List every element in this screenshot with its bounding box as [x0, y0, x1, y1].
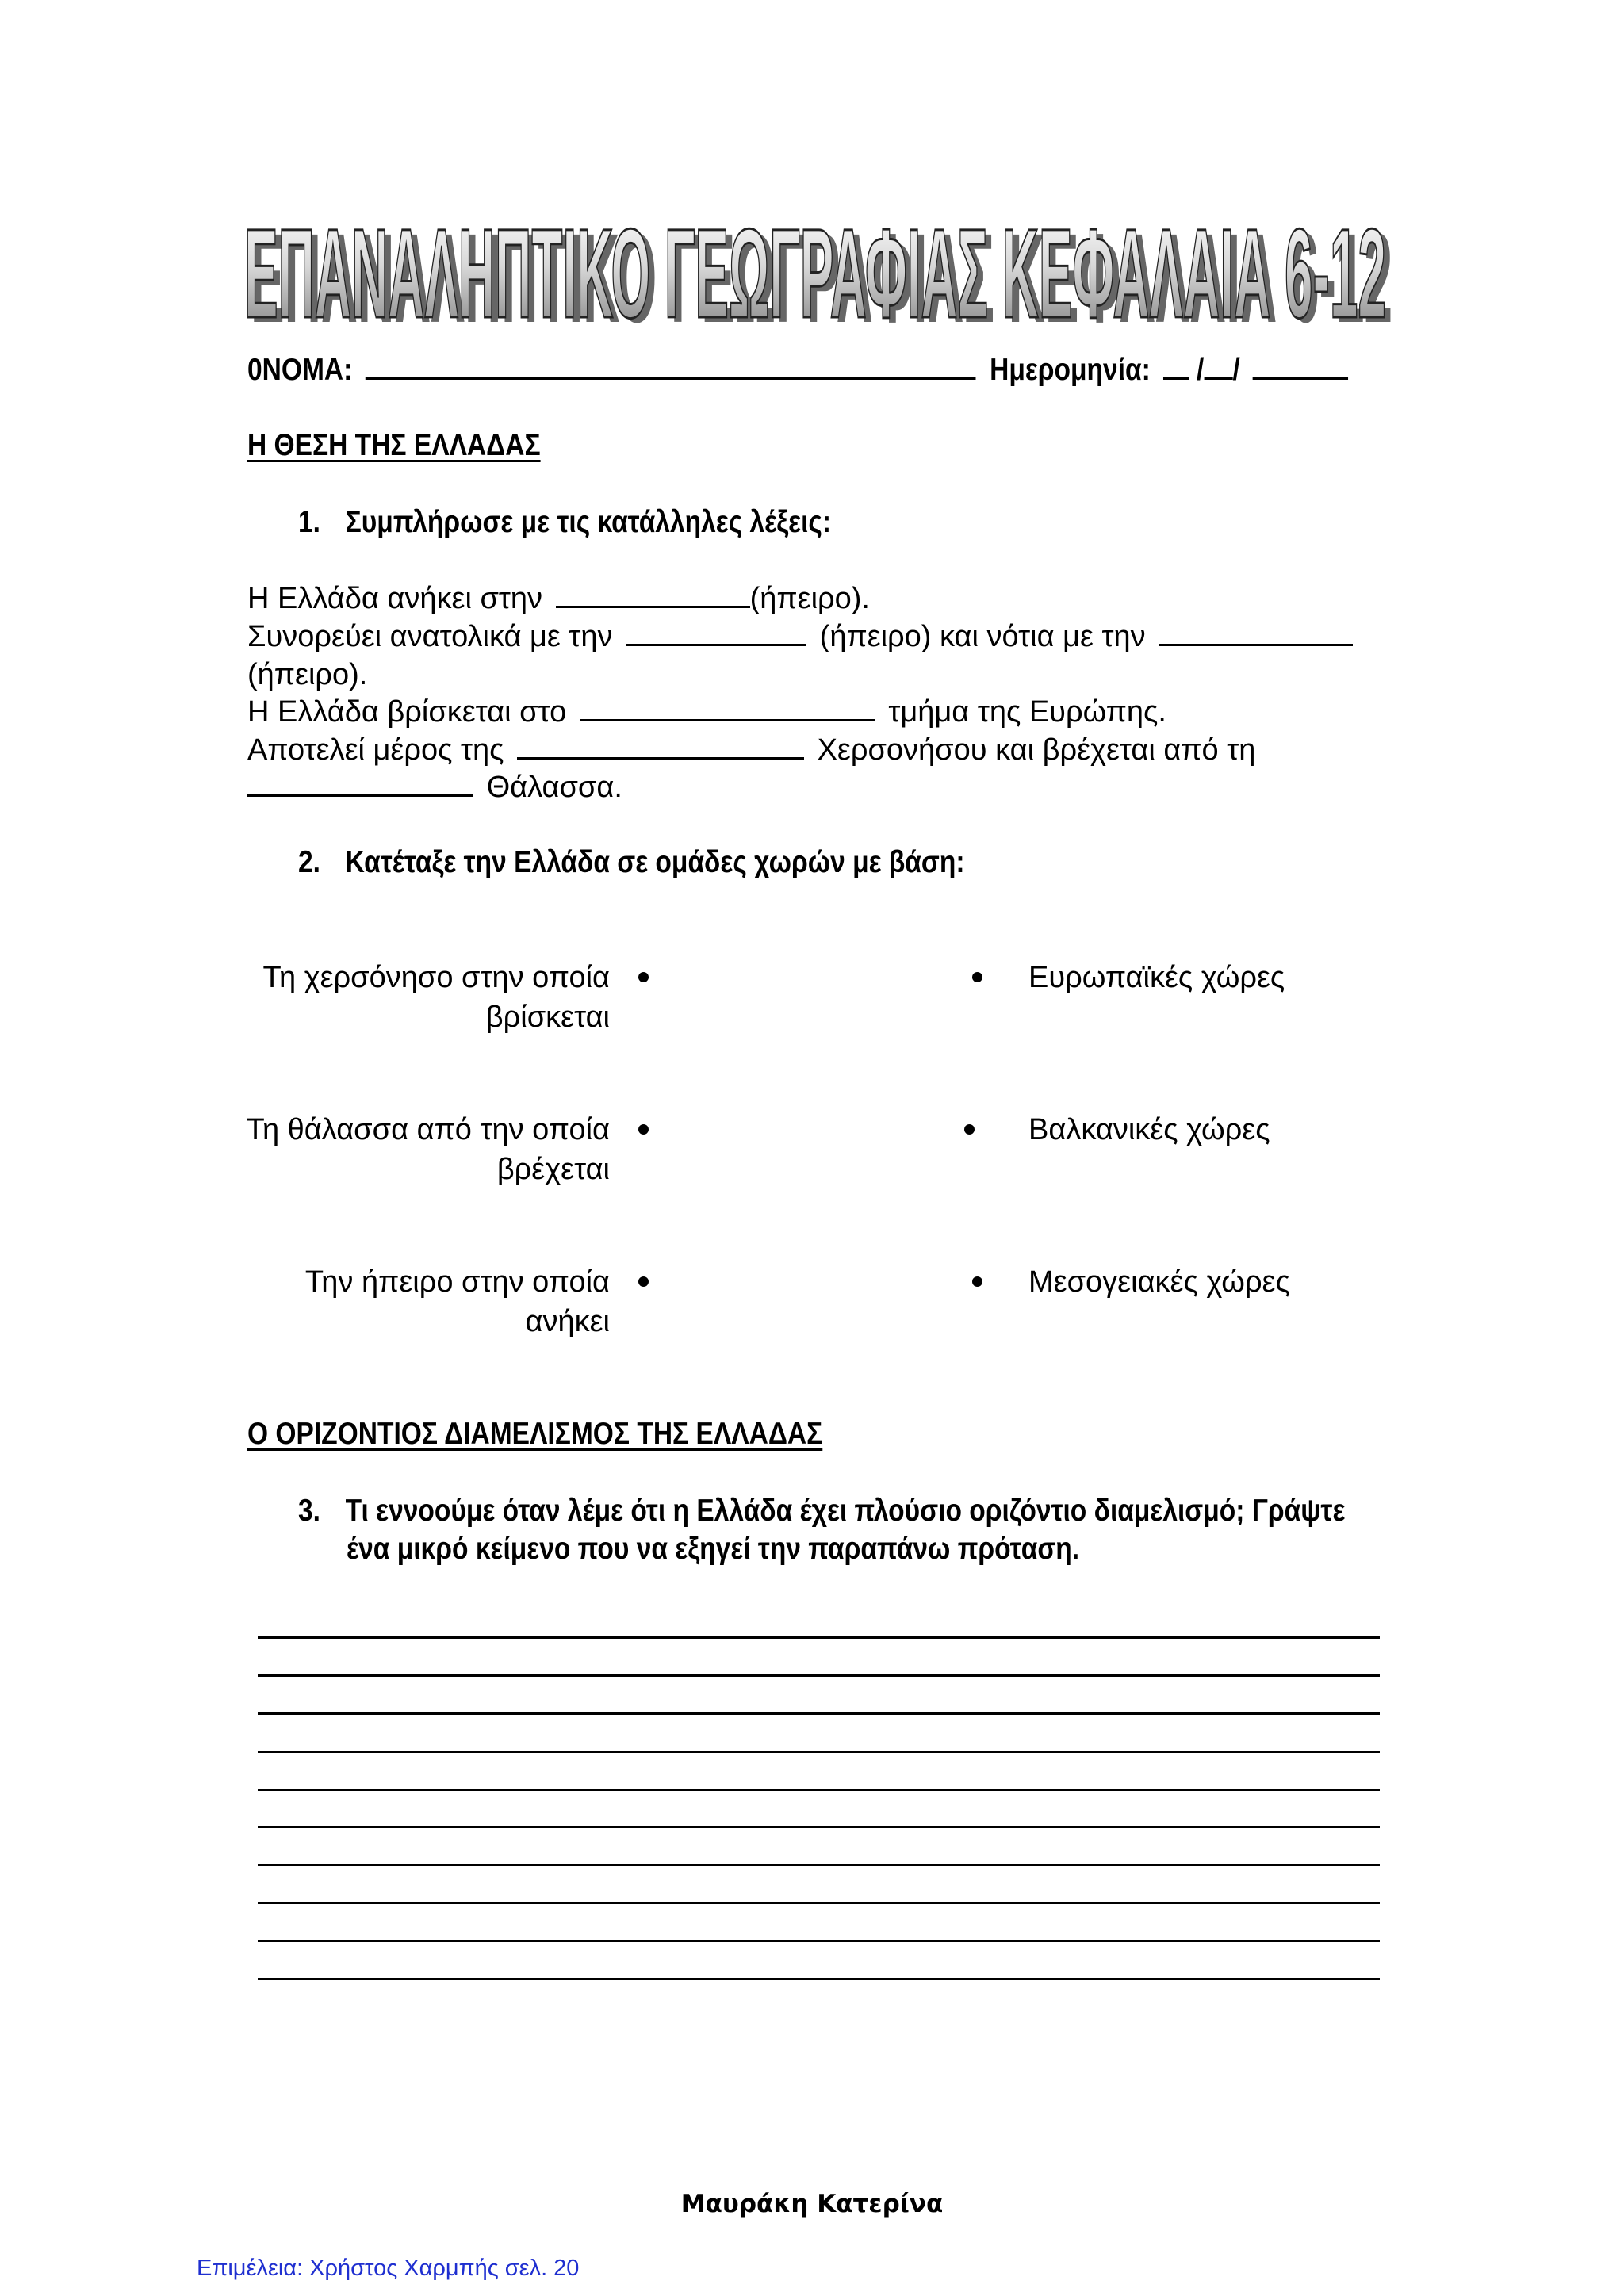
section-heading-coastline: Ο ΟΡΙΖΟΝΤΙΟΣ ΔΙΑΜΕΛΙΣΜΟΣ ΤΗΣ ΕΛΛΑΔΑΣ	[247, 1417, 823, 1451]
worksheet-title	[238, 190, 1396, 329]
date-separator: /	[1232, 353, 1240, 387]
name-date-row	[247, 351, 1348, 389]
fill-line-5: Αποτελεί μέρος της Χερσονήσου και βρέχεται από τη	[247, 733, 1256, 767]
match-left-item: Τη χερσόνησο στην οποία βρίσκεται	[262, 961, 610, 1034]
answer-line[interactable]	[258, 1826, 1380, 1828]
match-right-bullet[interactable]	[972, 1276, 982, 1287]
answer-line[interactable]	[258, 1751, 1380, 1753]
question-text: Κατέταξε την Ελλάδα σε ομάδες χωρών με βάση:	[345, 845, 965, 879]
blank-continent-south[interactable]	[1159, 620, 1353, 646]
section-heading-position: Η ΘΕΣΗ ΤΗΣ ΕΛΛΑΔΑΣ	[247, 428, 541, 462]
match-right-item: Βαλκανικές χώρες	[1028, 1113, 1270, 1146]
question-number: 2.	[298, 845, 320, 879]
title-text: ΕΠΑΝΑΛΗΠΤΙΚΟ ΓΕΩΓΡΑΦΙΑΣ ΚΕΦΑΛΑΙΑ 6-12	[244, 202, 1386, 329]
match-left-bullet[interactable]	[638, 1124, 649, 1135]
fill-line-1: Η Ελλάδα ανήκει στην (ήπειρο).	[247, 582, 870, 615]
match-right-item: Μεσογειακές χώρες	[1028, 1265, 1290, 1299]
date-year-field[interactable]	[1253, 354, 1348, 380]
date-label: Ημερομηνία:	[990, 353, 1151, 387]
title-wordart	[238, 190, 1396, 329]
blank-sea[interactable]	[247, 771, 473, 797]
question-3-continued: ένα μικρό κείμενο που να εξηγεί την παραπάνω πρόταση.	[347, 1532, 1080, 1566]
match-left-item: Την ήπειρο στην οποία ανήκει	[304, 1265, 610, 1338]
match-right-item: Ευρωπαϊκές χώρες	[1028, 961, 1285, 994]
date-month-field[interactable]	[1204, 354, 1232, 380]
footer-author: Μαυράκη Κατερίνα	[680, 2190, 944, 2218]
question-text: Τι εννοούμε όταν λέμε ότι η Ελλάδα έχει πλούσιο οριζόντιο διαμελισμό; Γράψτε	[345, 1494, 1346, 1528]
title-shadow: ΕΠΑΝΑΛΗΠΤΙΚΟ ΓΕΩΓΡΑΦΙΑΣ ΚΕΦΑΛΑΙΑ 6-12	[251, 207, 1392, 329]
answer-line[interactable]	[258, 1674, 1380, 1677]
fill-line-2: Συνορεύει ανατολικά με την (ήπειρο) και νότια με την	[247, 618, 1353, 656]
answer-line[interactable]	[258, 1978, 1380, 1980]
footer-credit: Επιμέλεια: Χρήστος Χαρμπής σελ. 20	[197, 2256, 580, 2281]
fill-line-3: (ήπειρο).	[247, 658, 368, 691]
question-text: Συμπλήρωσε με τις κατάλληλες λέξεις:	[345, 505, 832, 539]
blank-continent-1[interactable]	[556, 582, 750, 608]
match-left-item: Τη θάλασσα από την οποία βρέχεται	[246, 1113, 610, 1186]
match-left-bullet[interactable]	[638, 972, 649, 982]
answer-line[interactable]	[258, 1789, 1380, 1791]
answer-line[interactable]	[258, 1636, 1380, 1639]
question-1	[298, 503, 831, 541]
match-right-bullet[interactable]	[964, 1124, 975, 1135]
match-right-bullet[interactable]	[972, 972, 982, 982]
match-left-bullet[interactable]	[638, 1276, 649, 1287]
question-number: 3.	[298, 1494, 320, 1528]
question-2	[298, 844, 965, 882]
answer-line[interactable]	[258, 1864, 1380, 1866]
answer-line[interactable]	[258, 1940, 1380, 1942]
fill-line-4: Η Ελλάδα βρίσκεται στο τμήμα της Ευρώπης.	[247, 695, 1166, 729]
date-day-field[interactable]	[1163, 354, 1189, 380]
name-field[interactable]	[366, 354, 976, 380]
answer-line[interactable]	[258, 1712, 1380, 1715]
date-separator: /	[1197, 353, 1205, 387]
question-number: 1.	[298, 505, 320, 539]
fill-line-6: Θάλασσα.	[247, 768, 622, 806]
blank-peninsula[interactable]	[517, 733, 804, 760]
name-label: 0ΝΟΜΑ:	[247, 353, 353, 387]
blank-europe-part[interactable]	[580, 695, 875, 721]
answer-line[interactable]	[258, 1902, 1380, 1904]
question-3	[298, 1492, 1345, 1530]
blank-continent-east[interactable]	[626, 620, 806, 646]
